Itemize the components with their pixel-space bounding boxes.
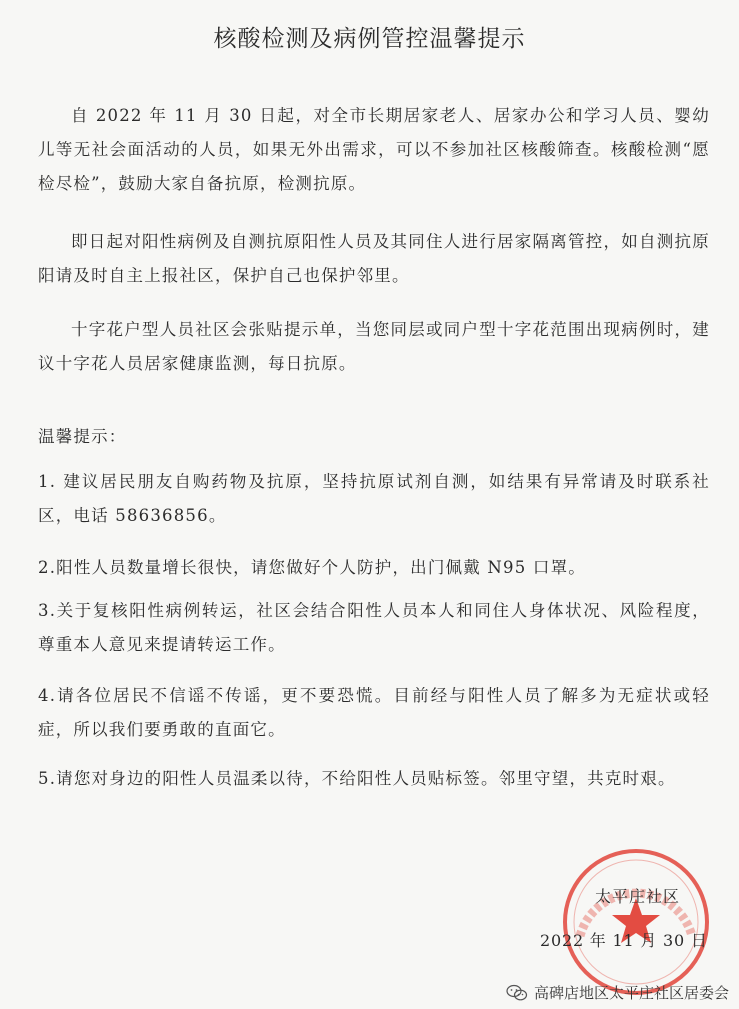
tip-item-3: 3.关于复核阳性病例转运，社区会结合阳性人员本人和同住人身体状况、风险程度，尊重本人意见来提请转运工作。	[38, 601, 710, 654]
paragraph-3: 十字花户型人员社区会张贴提示单，当您同层或同户型十字花范围出现病例时，建议十字花人员居家健康监测，每日抗原。	[38, 320, 710, 373]
paragraph-1: 自 2022 年 11 月 30 日起，对全市长期居家老人、居家办公和学习人员、婴幼儿等无社会面活动的人员，如果无外出需求，可以不参加社区核酸筛查。核酸检测“愿检尽检”，鼓励大家自备抗原，检测抗原。	[38, 106, 710, 193]
paragraph-2: 即日起对阳性病例及自测抗原阳性人员及其同住人进行居家隔离管控，如自测抗原阳请及时自主上报社区，保护自己也保护邻里。	[38, 232, 710, 285]
tip-item-1: 1. 建议居民朋友自购药物及抗原，坚持抗原试剂自测，如结果有异常请及时联系社区，电话 58636856。	[38, 472, 710, 525]
tip-item-4: 4.请各位居民不信谣不传谣，更不要恐慌。目前经与阳性人员了解多为无症状或轻症，所以我们要勇敢的直面它。	[38, 686, 710, 739]
wechat-icon	[506, 984, 528, 1002]
signature-org: 太平庄社区	[595, 887, 681, 906]
document-title: 核酸检测及病例管控温馨提示	[213, 26, 526, 52]
signature-date: 2022 年 11 月 30 日	[540, 931, 708, 950]
tip-item-5: 5.请您对身边的阳性人员温柔以待，不给阳性人员贴标签。邻里守望，共克时艰。	[38, 769, 676, 788]
tips-heading: 温馨提示：	[38, 427, 127, 446]
footer-watermark	[506, 982, 729, 1003]
footer-text: 高碑店地区太平庄社区居委会	[533, 984, 729, 1002]
tip-item-2: 2.阳性人员数量增长很快，请您做好个人防护，出门佩戴 N95 口罩。	[38, 558, 586, 577]
official-seal	[560, 846, 712, 998]
